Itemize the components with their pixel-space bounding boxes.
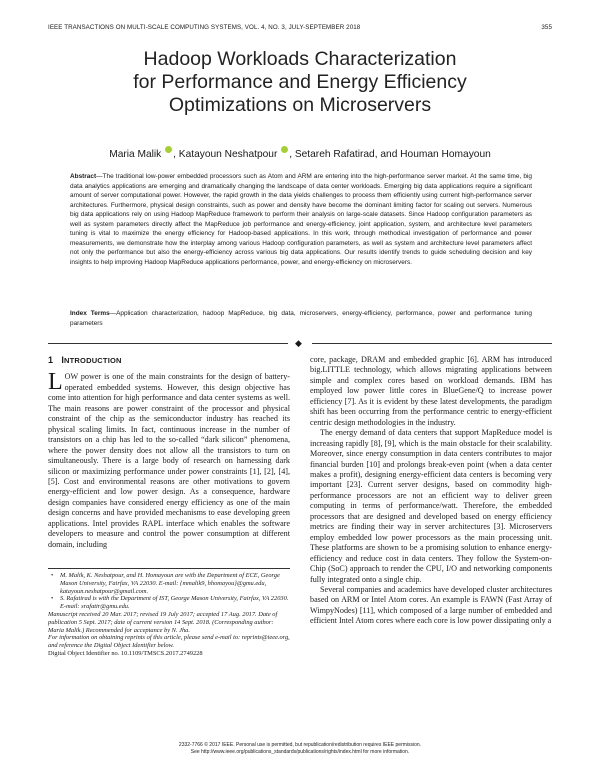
orcid-icon[interactable] <box>165 146 172 153</box>
right-column <box>310 355 552 627</box>
intro-paragraph-1 <box>48 369 290 550</box>
footnote-affiliation-1 <box>48 572 290 595</box>
author-3: , Setareh Rafatirad, and Houman Homayoun <box>289 149 491 160</box>
section-number: 1 <box>48 355 54 365</box>
manuscript-history: Manuscript received 20 Mar. 2017; revised 19 July 2017; accepted 17 Aug. 2017. Date of publication 5 Sept. 2017; date of current version 14 Sept. 2018. (Corresponding author: Maria Malik.) Recommended for acceptance by N. Jha. <box>48 610 278 634</box>
index-terms <box>70 309 532 328</box>
reprints-note: For information on obtaining reprints of this article, please send e-mail to: reprints@ieee.org, and reference the Digital Object Identifier below. <box>48 634 290 650</box>
footnote-affiliation-2-text: S. Rafatirad is with the Department of IST, George Mason University, Fairfax, VA 22030. E-mail: srafatir@gmu.edu. <box>60 595 289 611</box>
paper-title <box>40 48 560 117</box>
author-list <box>40 146 560 160</box>
title-line-3: Optimizations on Microservers <box>168 94 432 116</box>
separator-line-left <box>48 343 288 344</box>
title-line-2: for Performance and Energy Efficiency <box>133 71 467 93</box>
section-title-rest: NTRODUCTION <box>64 356 122 365</box>
footnote-affiliation-2 <box>48 595 290 611</box>
footnote-affiliation-1-text: M. Malik, K. Neshatpour, and H. Homayoun are with the Department of ECE, George Mason University, Fairfax, VA 22030. E-mail: {mmalik9, hhomayou}@gmu.edu, katayoun.neshatpour@gmail.com. <box>60 572 280 595</box>
index-terms-text: —Application characterization, hadoop MapReduce, big data, microservers, energy-efficiency, performance, power and performance tuning parameters <box>70 310 532 327</box>
separator-line-right <box>312 343 552 344</box>
intro-paragraph-1-text: OW power is one of the main constraints for the design of battery-operated embedded systems. However, this design objective has come into attention for high performance and data center systems as well. The main reasons are power constraint of the processor and physical constraint of the chip as the semiconductor industry has reached its physical scaling limits. In fact, continuous increase in the number of transistors on a chip has led to the so-called “dark silicon” phenomena, where the power density does not allow all the transistors to turn on simultaneously. There is a large body of research on harnessing dark silicon or maximizing performance under power constraints [1], [2], [4], [5]. Cost and environmental reasons are other motivations to govern energy-efficient and low power design. As a consequence, hardware design companies have considered energy efficiency as one of the main design concerns and have provided mechanisms to ease developing green applications. Intel provides RAPL interface which enables the software developers to measure and control the power consumption at different domain, including <box>48 372 290 549</box>
diamond-icon: ◆ <box>295 338 302 348</box>
abstract-text: —The traditional low-power embedded processors such as Atom and ARM are entering into the high-performance server market. At the same time, big data analytics applications are emerging and dramatically changing the landscape of data center workloads. Emerging big data applications require a significant amount of server computational power. However, the rapid growth in the data yields challenges to process them efficiently using current high-performance server architectures. Furthermore, physical design constraints, such as power and density have become the dominant limiting factor for scaling out servers. Numerous big data applications rely on using Hadoop MapReduce framework to perform their analysis on large-scale datasets. Since Hadoop configuration parameters as well as system parameters directly affect the MapReduce job performance and energy-efficiency, joint application, system, and architecture level parameters tuning is vital to maximize the energy efficiency for Hadoop-based applications. In this work, through methodical investigation of performance and power measurements, we demonstrate how the interplay among various Hadoop configuration parameters, as well as system and architecture level parameters affect not only the performance but also the energy-efficiency across various big data applications. Our results identify trends to guide scheduling decision and key insights to help improving Hadoop MapReduce applications performance, power, and energy-efficiency on microservers. <box>70 173 532 266</box>
abstract-label: Abstract <box>70 173 97 180</box>
page-number: 355 <box>541 24 552 31</box>
index-terms-label: Index Terms <box>70 310 110 317</box>
section-heading <box>48 355 290 366</box>
abstract <box>70 172 532 267</box>
author-2: , Katayoun Neshatpour <box>173 149 278 160</box>
copyright-line-1: 2332-7766 © 2017 IEEE. Personal use is permitted, but republication/redistribution requires IEEE permission. <box>178 742 422 748</box>
bullet-icon: • <box>51 572 54 579</box>
footnotes <box>48 568 290 658</box>
orcid-icon[interactable] <box>281 146 288 153</box>
right-paragraph-3: Several companies and academics have developed cluster architectures based on ARM or Intel Atom cores. An example is FAWN (Fast Array of WimpyNodes) [11], which composed of a large number of embedded and efficient Intel Atom cores where each core is low power dissipating only a <box>310 584 552 626</box>
right-paragraph-1: core, package, DRAM and embedded graphic [6]. ARM has introduced big.LITTLE technology, which allows migrating applications between simple and complex cores based on workload demands. IBM has employed low power little cores in BlueGene/Q to increase power efficiency [7]. As it is evident by these latest developments, the paradigm shift has been occurring from the performance centric to energy-efficient centric design methodologies in the industry. <box>310 355 552 427</box>
title-line-1: Hadoop Workloads Characterization <box>143 48 457 70</box>
right-paragraph-2: The energy demand of data centers that support MapReduce model is increasing rapidly [8], [9], which is the main obstacle for their scalability. Moreover, since energy consumption in data centers contributes to major financial burden [10] and prolongs break-even point (when a data center makes a profit), designing energy-efficient data centers is becoming very important [23]. Current server designs, based on commodity high-performance processors are not an efficient way to deliver green computing in terms of performance/watt. Therefore, the embedded processors that are designed and developed based on energy efficiency metrics are finding their way in server architectures [3]. Microservers employ embedded low power processors as the main processing unit. These platforms are shown to be a promising solution to enhance energy-efficiency and reduce cost in data centers. They follow the System-on-Chip (SoC) approach to render the CPU, I/O and networking components fully integrated onto a single chip. <box>310 428 552 584</box>
journal-header: IEEE TRANSACTIONS ON MULTI-SCALE COMPUTING SYSTEMS, VOL. 4, NO. 3, JULY-SEPTEMBER 2018 <box>48 24 361 31</box>
bullet-icon: • <box>51 595 54 603</box>
drop-cap: L <box>48 369 63 396</box>
author-1: Maria Malik <box>109 149 162 160</box>
doi: Digital Object Identifier no. 10.1109/TMSCS.2017.2749228 <box>48 649 203 657</box>
section-title-initial: I <box>61 355 65 365</box>
section-separator <box>48 339 552 349</box>
copyright-notice <box>100 742 500 755</box>
running-header <box>48 24 552 31</box>
copyright-line-2: See http://www.ieee.org/publications_standards/publications/rights/index.html for more information. <box>190 748 410 755</box>
left-column <box>48 355 290 550</box>
